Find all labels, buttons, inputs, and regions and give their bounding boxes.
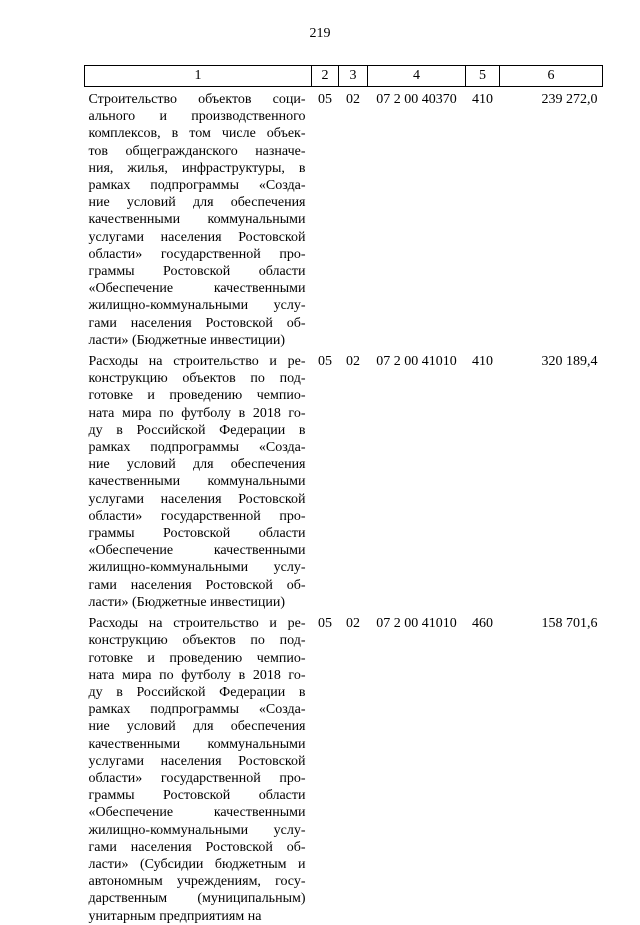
row-subsection: 02 — [346, 616, 360, 632]
description-line: конструкцию объектов по под- — [88, 371, 306, 387]
description-line: автономным учреждениям, госу- — [88, 874, 306, 890]
description-line: ние условий для обеспечения — [88, 457, 306, 473]
description-line: ната мира по футболу в 2018 го- — [88, 405, 306, 421]
description-line: ния, жилья, инфраструктуры, в — [88, 160, 306, 176]
description-line: области» государственной про- — [88, 770, 306, 786]
description-line: «Обеспечение качественными — [88, 805, 306, 821]
description-line: ального и производственного — [88, 109, 306, 125]
description-line: унитарным предприятиям на — [88, 908, 262, 924]
description-line: граммы Ростовской области — [88, 526, 306, 542]
row-description — [85, 349, 312, 611]
description-line: услугами населения Ростовской — [88, 753, 306, 769]
description-line: ние условий для обеспечения — [88, 195, 306, 211]
column-header-subsection: 3 — [339, 66, 368, 87]
description-line: граммы Ростовской области — [88, 788, 306, 804]
row-description — [85, 87, 312, 350]
row-expense-type: 410 — [472, 92, 493, 107]
column-header-description: 1 — [85, 66, 312, 87]
row-target-article: 07 2 00 41010 — [376, 616, 457, 632]
row-target-article: 07 2 00 41010 — [376, 354, 457, 370]
description-line: гами населения Ростовской об- — [88, 315, 306, 331]
description-line: жилищно-коммунальными услу- — [88, 560, 306, 576]
column-header-expense-type: 5 — [466, 66, 500, 87]
description-line: гами населения Ростовской об- — [88, 577, 306, 593]
description-line: дарственным (муниципальным) — [88, 891, 306, 907]
description-line: области» государственной про- — [88, 508, 306, 524]
description-line: тов общегражданского назначе- — [88, 143, 306, 159]
row-section: 05 — [318, 354, 332, 370]
description-line: области» государственной про- — [88, 246, 306, 262]
table-row — [85, 87, 603, 350]
description-line: качественными коммунальными — [88, 212, 306, 228]
table-row — [85, 611, 603, 925]
description-line: жилищно-коммунальными услу- — [88, 822, 306, 838]
description-line: услугами населения Ростовской — [88, 229, 306, 245]
row-subsection: 02 — [346, 354, 360, 370]
description-line: ду в Российской Федерации в — [88, 684, 306, 700]
table-body — [85, 87, 603, 925]
budget-table — [84, 65, 603, 925]
description-line: конструкцию объектов по под- — [88, 633, 306, 649]
description-line: качественными коммунальными — [88, 474, 306, 490]
description-line: Расходы на строительство и ре- — [88, 354, 306, 370]
description-line: граммы Ростовской области — [88, 264, 306, 280]
row-description-text — [89, 615, 306, 925]
row-target-article: 07 2 00 40370 — [376, 92, 457, 107]
description-line: готовке и проведению чемпио- — [88, 388, 306, 404]
description-line: услугами населения Ростовской — [88, 491, 306, 507]
description-line: ласти» (Бюджетные инвестиции) — [88, 594, 286, 610]
row-section: 05 — [318, 92, 332, 107]
description-line: жилищно-коммунальными услу- — [88, 298, 306, 314]
row-expense-type: 410 — [472, 354, 493, 370]
description-line: ду в Российской Федерации в — [88, 422, 306, 438]
column-header-amount: 6 — [500, 66, 603, 87]
description-line: готовке и проведению чемпио- — [88, 650, 306, 666]
row-expense-type: 460 — [472, 616, 493, 632]
page-number: 219 — [309, 26, 331, 41]
row-amount: 158 701,6 — [541, 616, 598, 632]
description-line: ние условий для обеспечения — [88, 719, 306, 735]
row-description-text — [89, 353, 306, 611]
description-line: Строительство объектов соци- — [88, 92, 306, 107]
description-line: ната мира по футболу в 2018 го- — [88, 667, 306, 683]
row-amount: 239 272,0 — [541, 92, 598, 107]
description-line: ласти» (Субсидии бюджетным и — [88, 856, 306, 872]
row-subsection: 02 — [346, 92, 360, 107]
description-line: «Обеспечение качественными — [88, 543, 306, 559]
row-description — [85, 611, 312, 925]
description-line: гами населения Ростовской об- — [88, 839, 306, 855]
column-header-section: 2 — [312, 66, 339, 87]
description-line: рамках подпрограммы «Созда- — [88, 702, 306, 718]
header-row — [85, 66, 603, 87]
row-section: 05 — [318, 616, 332, 632]
row-description-text — [89, 91, 306, 349]
description-line: комплексов, в том числе объек- — [88, 126, 306, 142]
description-line: качественными коммунальными — [88, 736, 306, 752]
table-header — [85, 66, 603, 87]
table-row — [85, 349, 603, 611]
description-line: «Обеспечение качественными — [88, 281, 306, 297]
column-header-target-article: 4 — [368, 66, 466, 87]
description-line: ласти» (Бюджетные инвестиции) — [88, 332, 286, 348]
row-amount: 320 189,4 — [541, 354, 598, 370]
description-line: Расходы на строительство и ре- — [88, 616, 306, 632]
description-line: рамках подпрограммы «Созда- — [88, 178, 306, 194]
description-line: рамках подпрограммы «Созда- — [88, 440, 306, 456]
